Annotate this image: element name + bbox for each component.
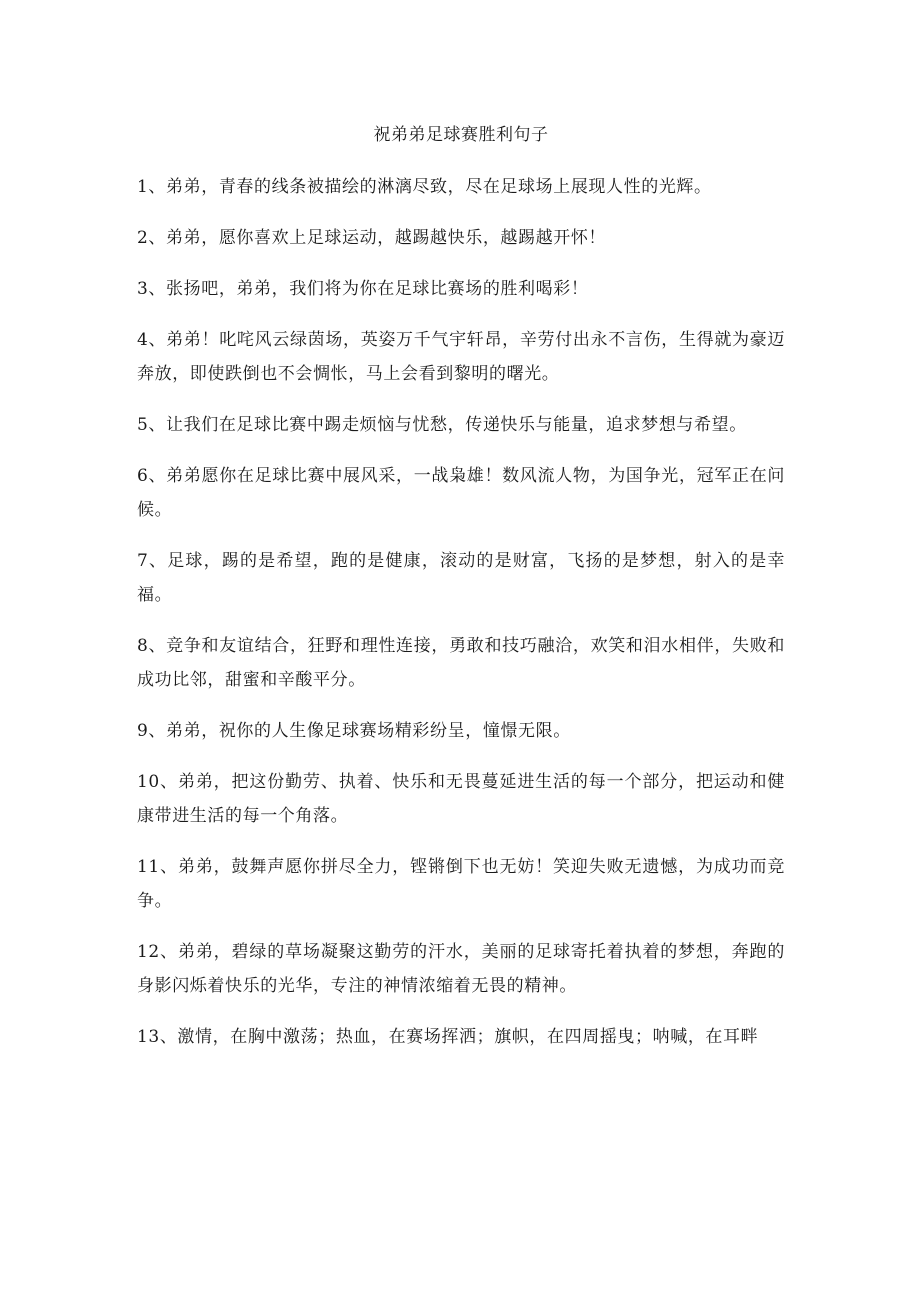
list-item: 6、弟弟愿你在足球比赛中展风采，一战枭雄！数风流人物，为国争光，冠军正在问候。 <box>137 466 785 520</box>
list-item: 7、足球，踢的是希望，跑的是健康，滚动的是财富，飞扬的是梦想，射入的是幸福。 <box>137 551 785 605</box>
list-item: 5、让我们在足球比赛中踢走烦恼与忧愁，传递快乐与能量，追求梦想与希望。 <box>137 415 747 435</box>
document-title: 祝弟弟足球赛胜利句子 <box>373 125 549 145</box>
list-item: 4、弟弟！叱咤风云绿茵场，英姿万千气宇轩昂，辛劳付出永不言伤，生得就为豪迈奔放，即使跌倒也不会惆怅，马上会看到黎明的曙光。 <box>137 330 785 384</box>
document-body <box>137 118 785 1071</box>
list-item: 3、张扬吧，弟弟，我们将为你在足球比赛场的胜利喝彩！ <box>137 279 589 299</box>
list-item: 11、弟弟，鼓舞声愿你拼尽全力，铿锵倒下也无妨！笑迎失败无遗憾，为成功而竞争。 <box>137 857 785 911</box>
list-item: 2、弟弟，愿你喜欢上足球运动，越踢越快乐，越踢越开怀！ <box>137 228 607 248</box>
list-item: 10、弟弟，把这份勤劳、执着、快乐和无畏蔓延进生活的每一个部分，把运动和健康带进生活的每一个角落。 <box>137 772 785 826</box>
list-item: 13、激情，在胸中激荡；热血，在赛场挥洒；旗帜，在四周摇曳；呐喊，在耳畔 <box>137 1027 759 1047</box>
list-item: 1、弟弟，青春的线条被描绘的淋漓尽致，尽在足球场上展现人性的光辉。 <box>137 177 712 197</box>
list-item: 8、竞争和友谊结合，狂野和理性连接，勇敢和技巧融洽，欢笑和泪水相伴，失败和成功比邻，甜蜜和辛酸平分。 <box>137 636 785 690</box>
list-item: 12、弟弟，碧绿的草场凝聚这勤劳的汗水，美丽的足球寄托着执着的梦想，奔跑的身影闪烁着快乐的光华，专注的神情浓缩着无畏的精神。 <box>137 942 785 996</box>
list-item: 9、弟弟，祝你的人生像足球赛场精彩纷呈，憧憬无限。 <box>137 721 571 741</box>
